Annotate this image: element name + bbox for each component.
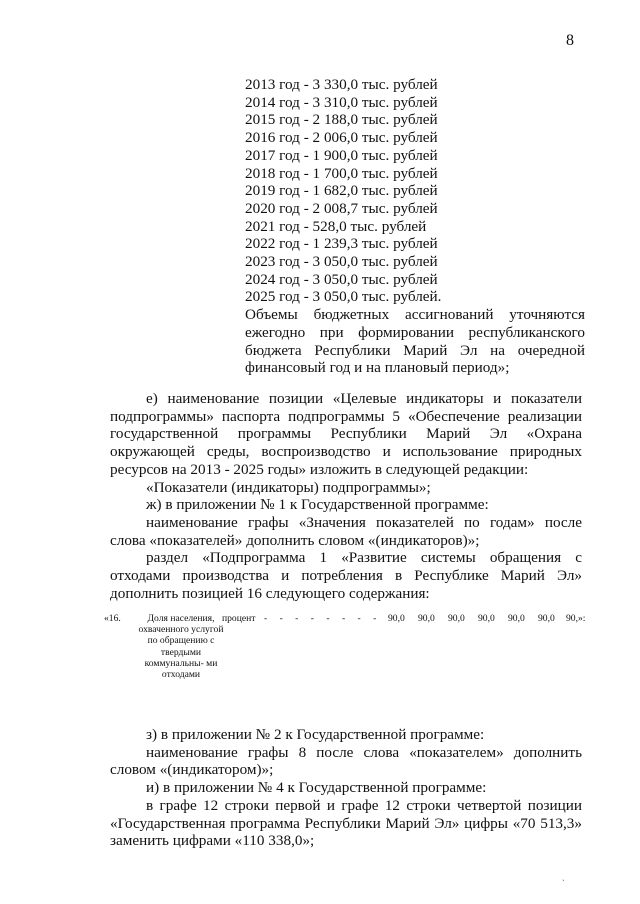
paragraph-section: раздел «Подпрограмма 1 «Развитие системы обращения с отходами производства и потребления в Республике Марий Эл» дополнить позицией 16 следующего содержания: xyxy=(110,549,582,602)
indicator-value: 90,0 xyxy=(508,613,525,624)
page-number: 8 xyxy=(566,32,574,49)
budget-row: 2017 год - 1 900,0 тыс. рублей xyxy=(245,146,438,164)
indicator-table-row xyxy=(104,613,594,713)
paragraph-z: з) в приложении № 2 к Государственной программе: xyxy=(146,726,485,743)
paragraph-indicators: «Показатели (индикаторы) подпрограммы»; xyxy=(146,478,431,496)
budget-row: 2022 год - 1 239,3 тыс. рублей xyxy=(245,235,438,253)
budget-row: 2015 год - 2 188,0 тыс. рублей xyxy=(245,111,438,129)
budget-row: 2018 год - 1 700,0 тыс. рублей xyxy=(245,164,438,182)
budget-row: 2019 год - 1 682,0 тыс. рублей xyxy=(245,182,438,200)
indicator-value: 90,0 xyxy=(418,613,435,624)
indicator-value: 90,0 xyxy=(478,613,495,624)
amendment-text-top xyxy=(110,390,582,602)
amendment-text-bottom xyxy=(110,726,582,850)
budget-row: 2024 год - 3 050,0 тыс. рублей xyxy=(245,270,438,288)
indicator-value: 90,0 xyxy=(388,613,405,624)
budget-row: 2013 год - 3 330,0 тыс. рублей xyxy=(245,76,438,93)
budget-row: 2025 год - 3 050,0 тыс. рублей. xyxy=(245,288,442,306)
corner-mark: ˎ xyxy=(562,872,565,881)
budget-note: Объемы бюджетных ассигнований уточняются ежегодно при формировании республиканского бюджета Республики Марий Эл на очередной финансовый год и на плановый период»; xyxy=(245,306,585,377)
paragraph-e: е) наименование позиции «Целевые индикаторы и показатели подпрограммы» паспорта подпрограммы 5 «Обеспечение реализации государственной программы Республики Марий Эл «Охрана окружающей среды, воспроизводство и использование природных ресурсов на 2013 - 2025 годы» изложить в следующей редакции: xyxy=(110,390,582,478)
empty-year-dashes: - - - - - - - - xyxy=(264,613,382,624)
paragraph-column-name: наименование графы «Значения показателей по годам» после слова «показателей» дополнить словом «(индикаторов)»; xyxy=(110,513,582,549)
unit-of-measure: процент xyxy=(222,613,256,624)
budget-row: 2014 год - 3 310,0 тыс. рублей xyxy=(245,93,438,111)
budget-row: 2016 год - 2 006,0 тыс. рублей xyxy=(245,129,438,147)
paragraph-i: и) в приложении № 4 к Государственной программе: xyxy=(146,779,487,797)
paragraph-column-12: в графе 12 строки первой и графе 12 строки четвертой позиции «Государственная программа Республики Марий Эл» цифры «70 513,3» заменить цифрами «110 338,0»; xyxy=(110,796,582,850)
indicator-value: 90,»: xyxy=(566,613,586,624)
indicator-value: 90,0 xyxy=(448,613,465,624)
paragraph-zh: ж) в приложении № 1 к Государственной программе: xyxy=(146,496,489,514)
budget-row: 2020 год - 2 008,7 тыс. рублей xyxy=(245,199,438,217)
indicator-value: 90,0 xyxy=(538,613,555,624)
budget-allocations xyxy=(245,76,585,377)
indicator-name: Доля населения, охваченного услугой по обращению с твердыми коммунальны- ми отходами xyxy=(138,613,224,681)
row-number: «16. xyxy=(104,613,121,624)
budget-row: 2021 год - 528,0 тыс. рублей xyxy=(245,217,427,235)
paragraph-column-8: наименование графы 8 после слова «показателем» дополнить словом «(индикатором)»; xyxy=(110,743,582,779)
budget-row: 2023 год - 3 050,0 тыс. рублей xyxy=(245,253,438,271)
